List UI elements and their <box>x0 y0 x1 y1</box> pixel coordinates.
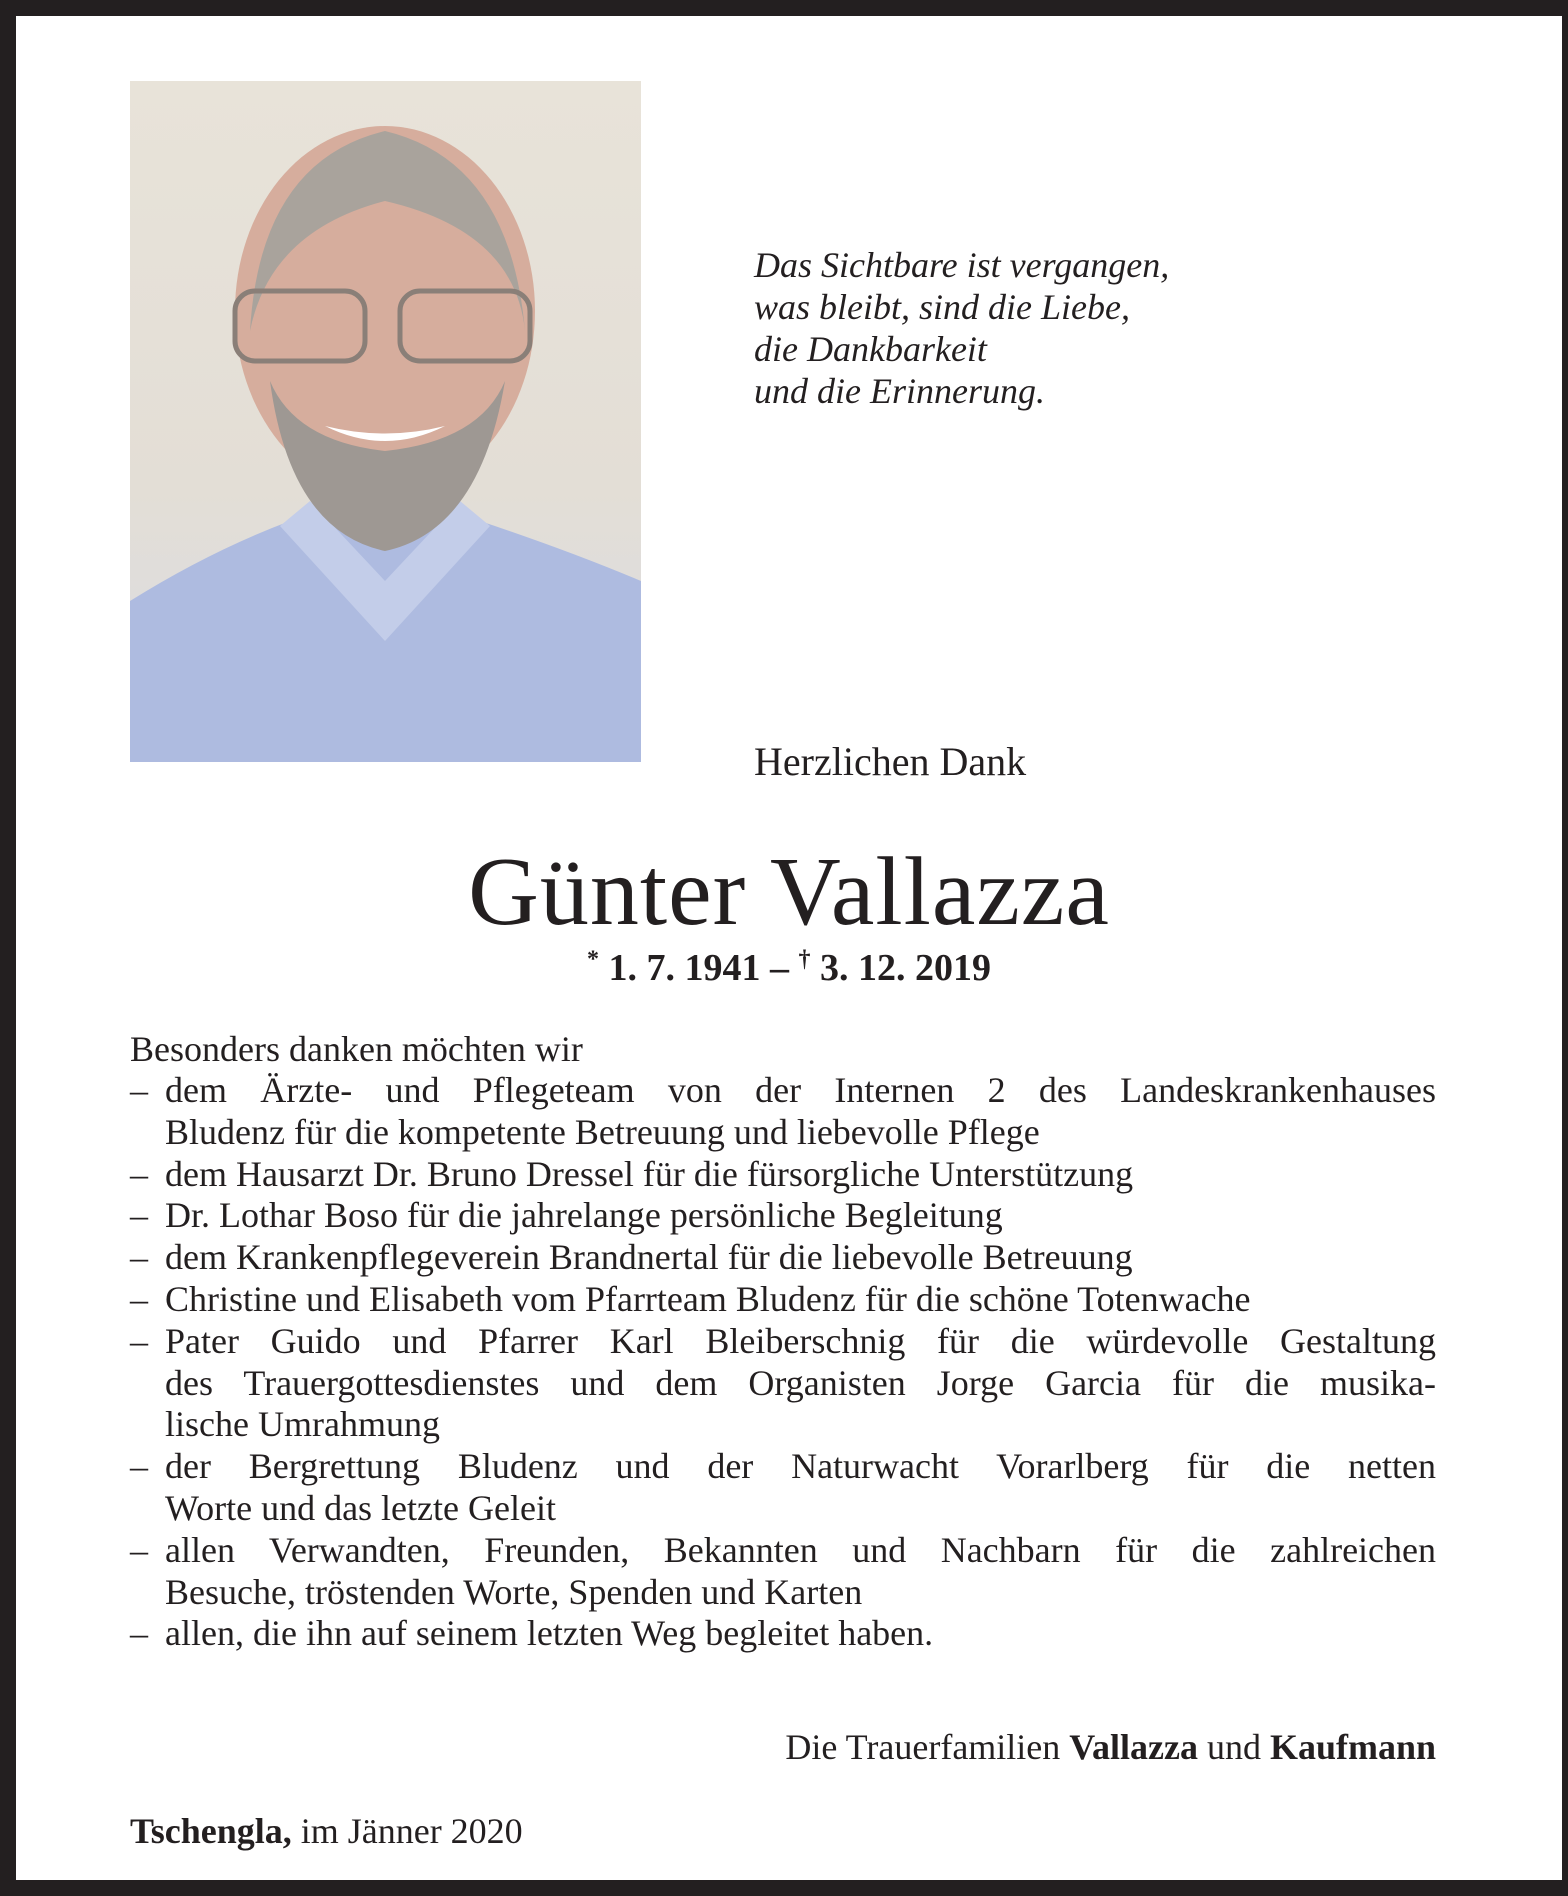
list-item <box>130 1195 1436 1237</box>
signature-conj: und <box>1206 1727 1261 1767</box>
list-item-line: der Bergrettung Bludenz und der Naturwacht Vorarlberg für die netten <box>165 1446 1436 1487</box>
birth-symbol: * <box>587 946 599 973</box>
dash-bullet: – <box>130 1278 148 1319</box>
list-item-line: Worte und das letzte Geleit <box>165 1487 556 1528</box>
place-date <box>130 1810 523 1852</box>
dash-bullet: – <box>130 1529 148 1570</box>
list-item-line: Besuche, tröstenden Worte, Spenden und Karten <box>165 1571 863 1612</box>
signature-prefix: Die Trauerfamilien <box>785 1727 1061 1767</box>
life-dates <box>16 946 1562 990</box>
memorial-quote <box>754 244 1169 412</box>
date-separator: – <box>760 947 799 989</box>
quote-line: und die Erinnerung. <box>754 371 1045 411</box>
deceased-name: Günter Vallazza <box>468 838 1110 946</box>
list-item-line: dem Hausarzt Dr. Bruno Dressel für die fürsorgliche Unterstützung <box>165 1153 1134 1194</box>
thanks-intro: Besonders danken möchten wir <box>130 1029 583 1069</box>
list-item-line: dem Ärzte- und Pflegeteam von der Internen 2 des Landeskrankenhauses <box>165 1070 1436 1110</box>
family-name-2: Kaufmann <box>1269 1727 1436 1767</box>
list-item <box>130 1530 1436 1614</box>
family-name-1: Vallazza <box>1069 1727 1198 1767</box>
list-item-line: Bludenz für die kompetente Betreuung und liebevolle Pflege <box>165 1111 1040 1152</box>
thanks-heading: Herzlichen Dank <box>754 739 1027 784</box>
list-item-line: allen Verwandten, Freunden, Bekannten und Nachbarn für die zahlreichen <box>165 1529 1436 1570</box>
quote-line: die Dankbarkeit <box>754 329 987 369</box>
notice-date: im Jänner 2020 <box>300 1811 523 1851</box>
thanks-list <box>130 1070 1436 1655</box>
dash-bullet: – <box>130 1195 148 1236</box>
list-item-line: Dr. Lothar Boso für die jahrelange persönliche Begleitung <box>165 1195 1003 1236</box>
death-date: 3. 12. 2019 <box>820 947 991 989</box>
list-item-line: Christine und Elisabeth vom Pfarrteam Bludenz für die schöne Totenwache <box>165 1278 1251 1319</box>
list-item <box>130 1154 1436 1196</box>
list-item <box>130 1321 1436 1446</box>
list-item <box>130 1070 1436 1154</box>
dash-bullet: – <box>130 1237 148 1278</box>
obituary-notice <box>16 16 1562 1880</box>
dash-bullet: – <box>130 1446 148 1487</box>
list-item-line: dem Krankenpflegeverein Brandnertal für die liebevolle Betreuung <box>165 1237 1133 1278</box>
list-item-line: des Trauergottesdienstes und dem Organisten Jorge Garcia für die musika- <box>165 1362 1436 1403</box>
list-item <box>130 1279 1436 1321</box>
list-item-line: Pater Guido und Pfarrer Karl Bleiberschnig für die würdevolle Gestaltung <box>165 1320 1436 1361</box>
place-name: Tschengla, <box>130 1811 292 1851</box>
quote-line: was bleibt, sind die Liebe, <box>754 287 1130 327</box>
dash-bullet: – <box>130 1153 148 1194</box>
dash-bullet: – <box>130 1613 148 1654</box>
signature <box>785 1726 1436 1768</box>
dash-bullet: – <box>130 1320 148 1361</box>
death-symbol: † <box>798 946 811 973</box>
list-item <box>130 1446 1436 1530</box>
list-item-line: lische Umrahmung <box>165 1404 440 1445</box>
list-item-line: allen, die ihn auf seinem letzten Weg begleitet haben. <box>165 1613 934 1654</box>
portrait-photo <box>130 81 641 762</box>
list-item <box>130 1613 1436 1655</box>
list-item <box>130 1237 1436 1279</box>
birth-date: 1. 7. 1941 <box>608 947 761 989</box>
quote-line: Das Sichtbare ist vergangen, <box>754 245 1170 285</box>
dash-bullet: – <box>130 1070 148 1110</box>
